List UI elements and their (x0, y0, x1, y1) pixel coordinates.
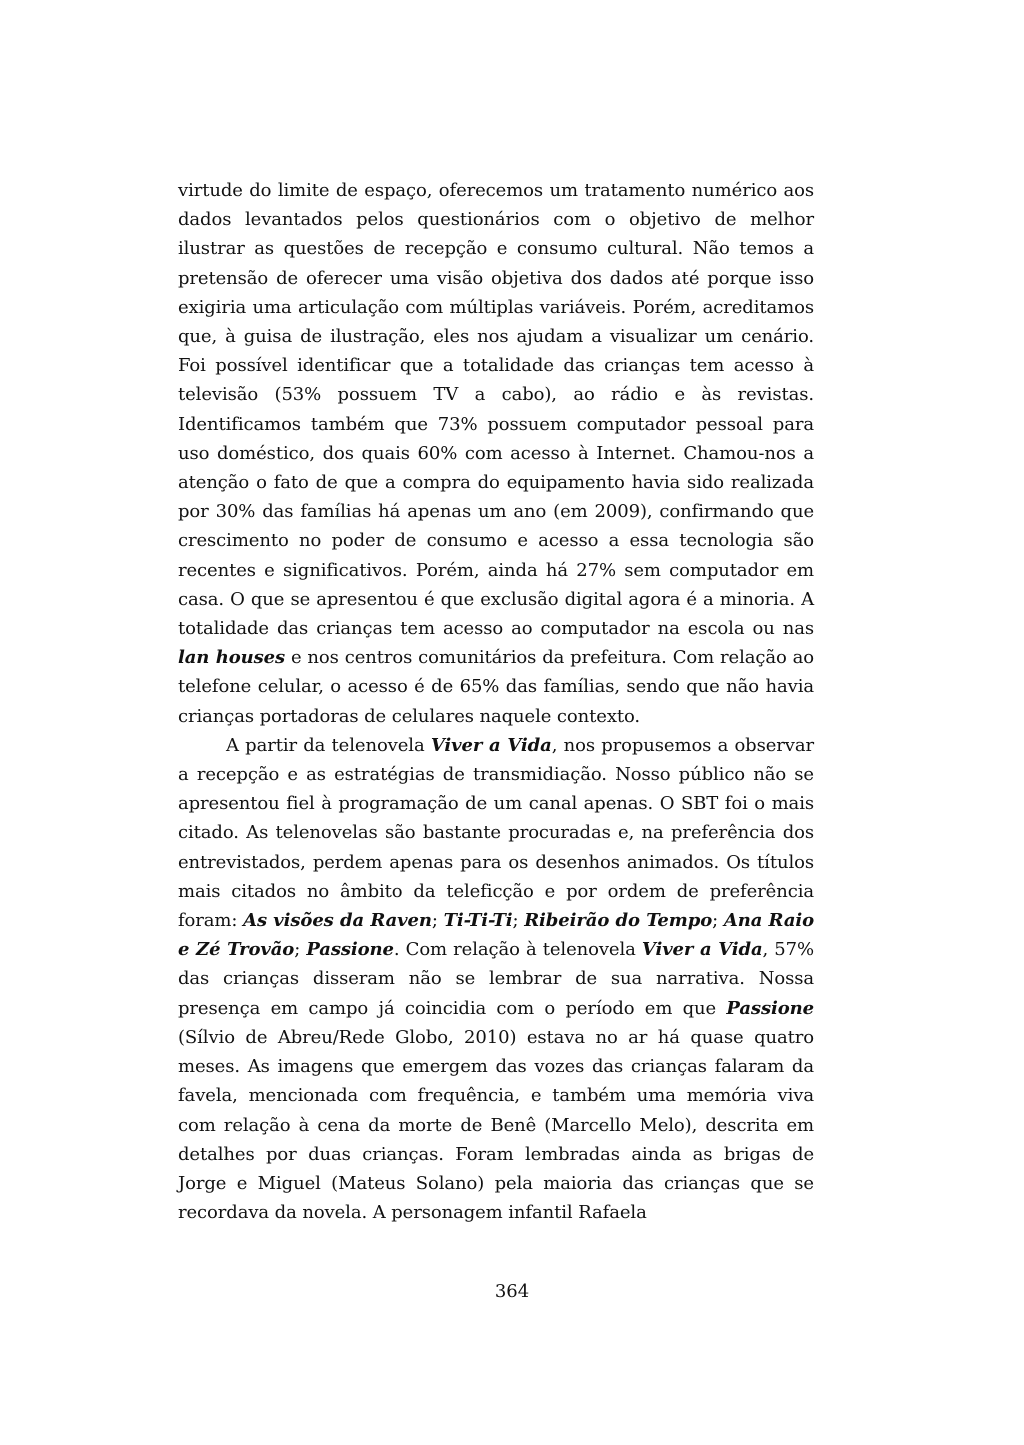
italic-title: Ana Raio e Zé Trovão (178, 910, 815, 961)
italic-title: Passione (306, 939, 394, 961)
text-run: e nos centros comunitários da prefeitura. Com relação ao telefone celular, o acesso é de 65% das famílias, sendo que não havia crianças portadoras de celulares naquele contexto. (178, 647, 814, 727)
text-run: ; (294, 939, 307, 961)
italic-title: Viver a Vida (430, 734, 552, 756)
text-run: ; (512, 910, 525, 932)
paragraph (178, 731, 814, 1227)
italic-term: lan houses (178, 647, 286, 669)
text-run: A partir da telenovela (226, 734, 431, 756)
text-run: virtude do limite de espaço, oferecemos um tratamento numérico aos dados levantados pelos questionários com o objetivo de melhor ilustrar as questões de recepção e consumo cultural. Não temos a pretensão de oferecer uma visão objetiva dos dados até porque isso exigiria uma articulação com múltiplas variáveis. Porém, acreditamos que, à guisa de ilustração, eles nos ajudam a visualizar um cenário. Foi possível identificar que a totalidade das crianças tem acesso à televisão (53% possuem TV a cabo), ao rádio e às revistas. Identificamos também que 73% possuem computador pessoal para uso doméstico, dos quais 60% com acesso à Internet. Chamou-nos a atenção o fato de que a compra do equipamento havia sido realizada por 30% das famílias há apenas um ano (em 2009), confirmando que crescimento no poder de consumo e acesso a essa tecnologia são recentes e significativos. Porém, ainda há 27% sem computador em casa. O que se apresentou é que exclusão digital agora é a minoria. A totalidade das crianças tem acesso ao computador na escola ou nas (178, 180, 814, 640)
italic-title: Ribeirão do Tempo (524, 910, 713, 932)
paragraph (178, 176, 814, 731)
text-run: , 57% das crianças disseram não se lembrar de sua narrativa. Nossa presença em campo já coincidia com o período em que (178, 939, 815, 1019)
text-run: ; (431, 910, 444, 932)
text-run: ; (712, 910, 724, 932)
text-run: (Sílvio de Abreu/Rede Globo, 2010) estava no ar há quase quatro meses. As imagens que emergem das vozes das crianças falaram da favela, mencionada com frequência, e também uma memória viva com relação à cena da morte de Benê (Marcello Melo), descrita em detalhes por duas crianças. Foram lembradas ainda as brigas de Jorge e Miguel (Mateus Solano) pela maioria das crianças que se recordava da novela. A personagem infantil Rafaela (178, 1026, 814, 1224)
italic-title: Passione (726, 997, 814, 1019)
body-text (178, 176, 814, 1227)
text-run: . Com relação à telenovela (393, 939, 642, 961)
italic-title: Ti-Ti-Ti (443, 910, 513, 932)
italic-title: As visões da Raven (243, 910, 432, 932)
text-run: , nos propusemos a observar a recepção e as estratégias de transmidiação. Nosso público não se apresentou fiel à programação de um canal apenas. O SBT foi o mais citado. As telenovelas são bastante procuradas e, na preferência dos entrevistados, perdem apenas para os desenhos animados. Os títulos mais citados no âmbito da teleficção e por ordem de preferência foram: (178, 734, 815, 932)
page-number: 364 (494, 1281, 530, 1302)
italic-title: Viver a Vida (641, 939, 763, 961)
